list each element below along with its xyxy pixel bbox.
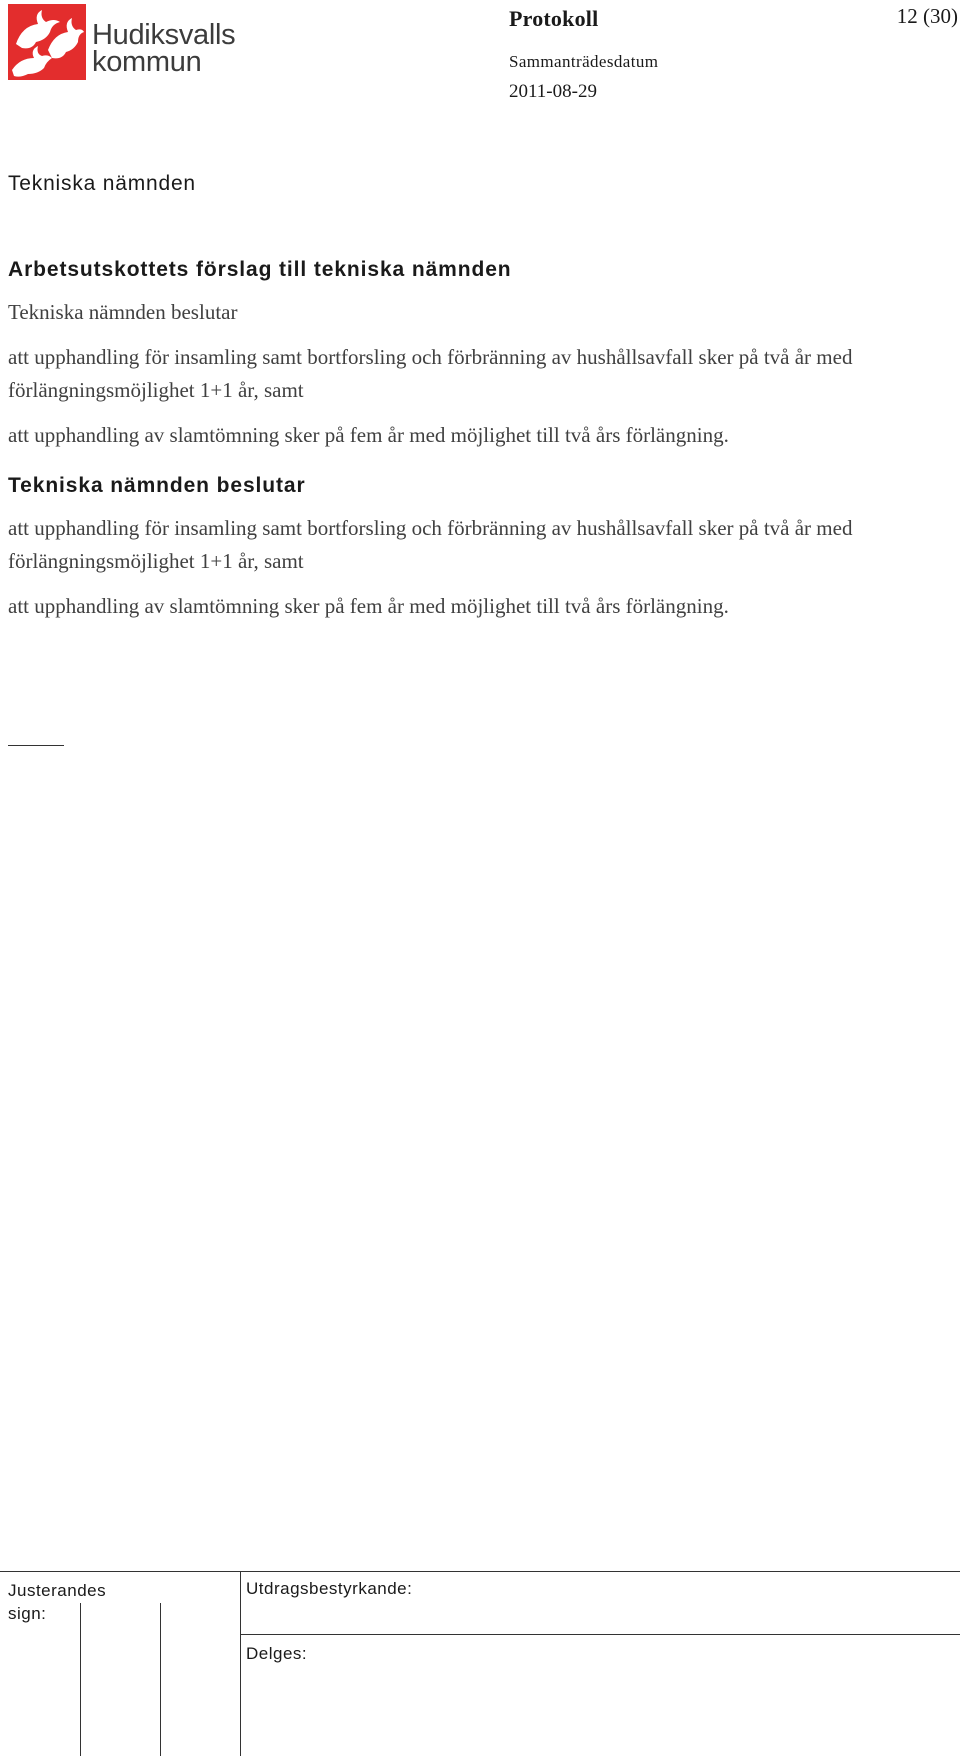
logo-line-2: kommun <box>92 46 202 78</box>
footer-divider <box>240 1634 960 1635</box>
signature-footer <box>0 1571 960 1756</box>
section-end-rule <box>8 745 64 746</box>
section-intro: Tekniska nämnden beslutar <box>8 300 238 324</box>
decision-item: att upphandling för insamling samt bortforsling och förbränning av hushållsavfall sker på två år med förlängningsmöjlighet 1+1 år, samt <box>8 516 853 573</box>
document-type: Protokoll <box>509 6 599 31</box>
municipality-logo <box>8 4 235 80</box>
section-heading-proposal: Arbetsutskottets förslag till tekniska nämnden <box>8 258 512 281</box>
justerandes-sign-label: Justerandes sign: <box>8 1581 107 1623</box>
decision-item: att upphandling av slamtömning sker på fem år med möjlighet till två års förlängning. <box>8 594 729 618</box>
footer-divider <box>240 1572 241 1756</box>
committee-name: Tekniska nämnden <box>8 172 196 195</box>
logo-line-1: Hudiksvalls <box>92 19 236 51</box>
page-number: 12 (30) <box>896 4 958 28</box>
delges-label: Delges: <box>246 1644 308 1663</box>
decision-item: att upphandling för insamling samt bortforsling och förbränning av hushållsavfall sker på två år med förlängningsmöjlighet 1+1 år, samt <box>8 345 853 402</box>
minutes-content <box>8 256 956 623</box>
meeting-date-label: Sammanträdesdatum <box>509 52 659 71</box>
footer-divider <box>160 1603 161 1756</box>
logo-wordmark <box>92 19 236 78</box>
utdragsbestyrkande-label: Utdragsbestyrkande: <box>246 1579 413 1598</box>
decision-item: att upphandling av slamtömning sker på fem år med möjlighet till två års förlängning. <box>8 423 729 447</box>
footer-divider <box>80 1603 81 1756</box>
section-heading-decision: Tekniska nämnden beslutar <box>8 474 306 497</box>
goat-emblem-icon <box>8 4 86 80</box>
meeting-date: 2011-08-29 <box>509 81 597 102</box>
